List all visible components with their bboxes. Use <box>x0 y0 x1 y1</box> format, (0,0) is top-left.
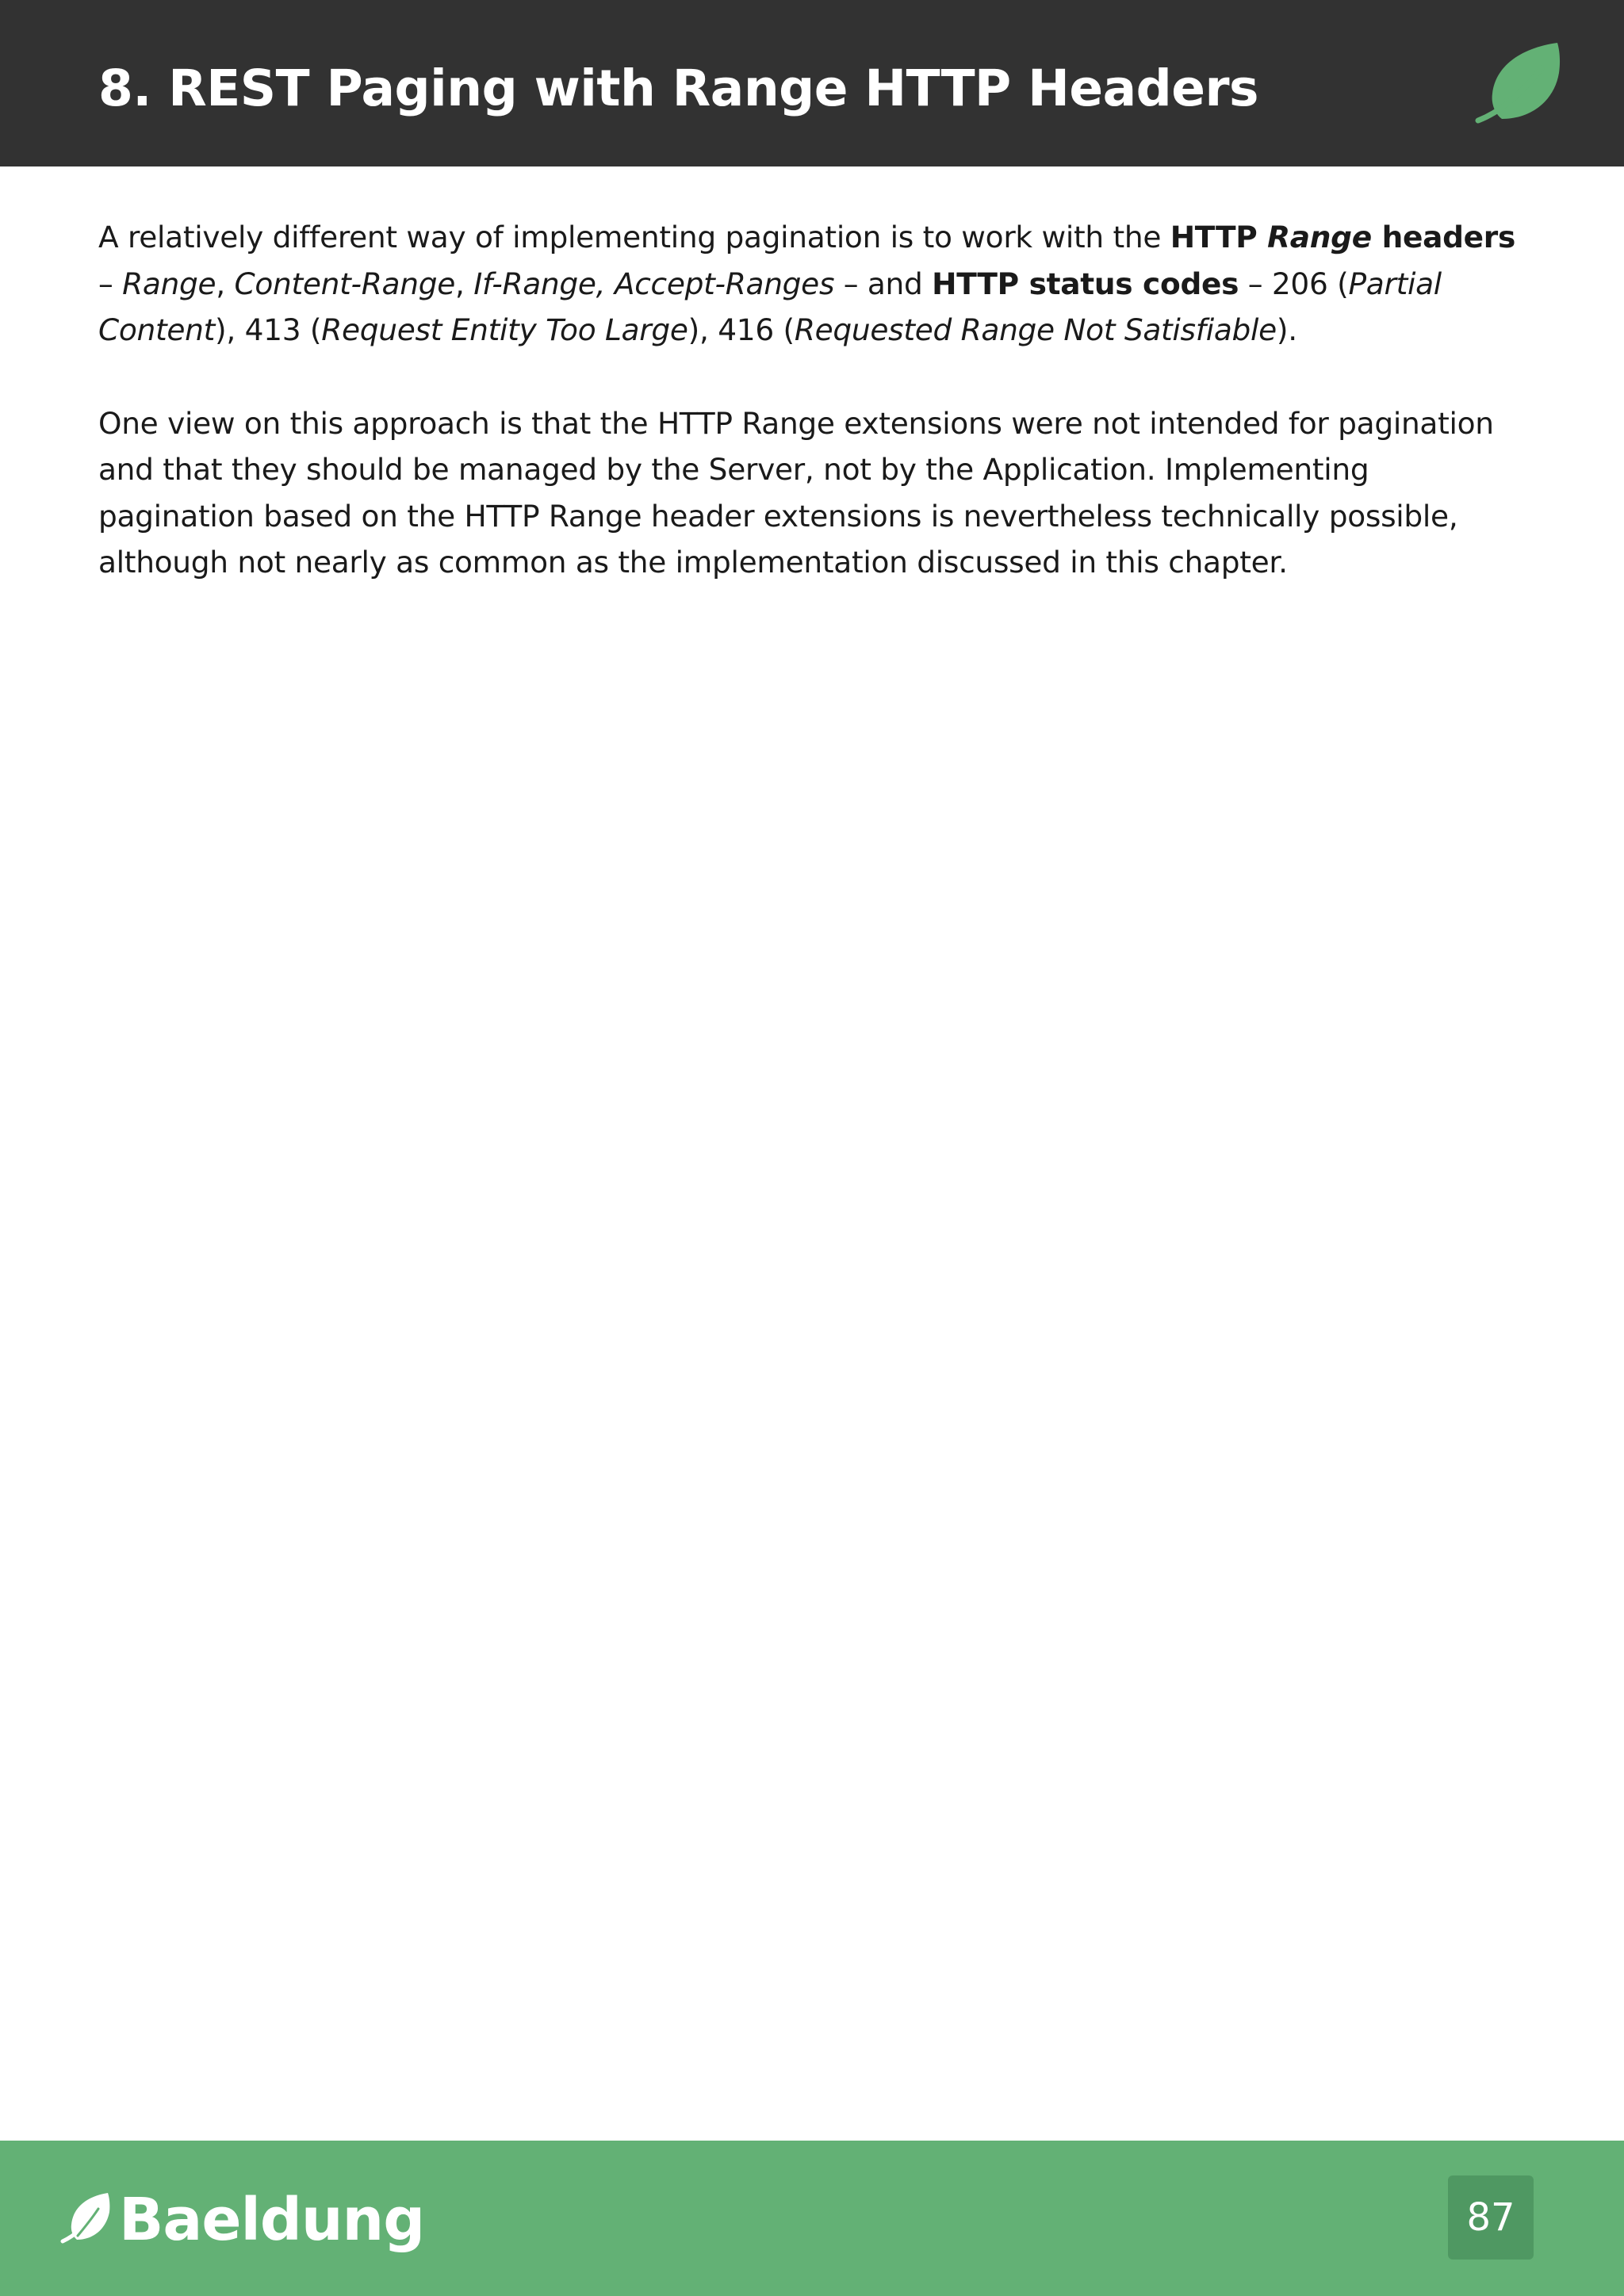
page-header <box>0 0 1624 166</box>
italic-text: Content-Range <box>234 266 455 301</box>
bold-text: HTTP status codes <box>932 266 1239 301</box>
intro-paragraph <box>98 214 1526 354</box>
leaf-icon <box>1475 41 1564 125</box>
leaf-icon <box>60 2191 111 2244</box>
page-number-badge <box>1448 2175 1534 2260</box>
text-span: – and <box>834 266 933 301</box>
page-number: 87 <box>1466 2195 1515 2240</box>
page-content <box>98 214 1526 586</box>
bold-text: HTTP <box>1170 220 1268 254</box>
text-span: – 206 ( <box>1239 266 1349 301</box>
brand-logo-text: Baeldung <box>119 2186 425 2254</box>
italic-text: Request Entity Too Large <box>321 312 688 347</box>
text-span: ). <box>1276 312 1297 347</box>
second-paragraph: One view on this approach is that the HTTP Range extensions were not intended for pagination and that they should be managed by the Server, not by the Application. Implementing pagination based on the HTTP Range header extensions is nevertheless technically possible, although not nearly as common as the implementation discussed in this chapter. <box>98 405 1494 580</box>
text-span: ), 416 ( <box>688 312 795 347</box>
bold-italic-text: Range <box>1267 220 1372 254</box>
text-span: , <box>216 266 235 301</box>
italic-text: If-Range, Accept-Ranges <box>473 266 835 301</box>
italic-text: Range <box>122 266 216 301</box>
bold-text: headers <box>1371 220 1516 254</box>
text-span: – <box>98 266 123 301</box>
text-span: ), 413 ( <box>215 312 322 347</box>
italic-text: Partial Content <box>98 266 1442 347</box>
text-span: , <box>454 266 474 301</box>
text-span: A relatively different way of implementing pagination is to work with the <box>98 220 1170 254</box>
chapter-title: 8. REST Paging with Range HTTP Headers <box>98 59 1259 117</box>
italic-text: Requested Range Not Satisfiable <box>794 312 1277 347</box>
